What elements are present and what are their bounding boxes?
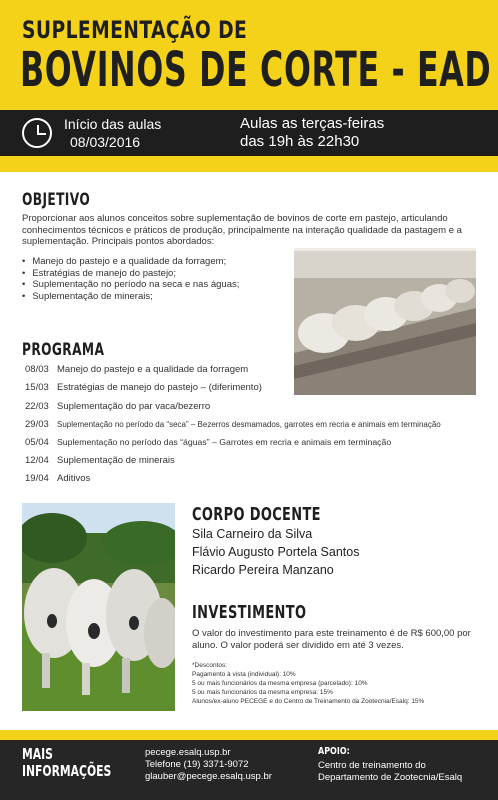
investimento-title: INVESTIMENTO [192,602,307,623]
discount-line: 5 ou mais funcionários da mesma empresa (parcelado): 10% [192,680,368,687]
discount-line: *Descontos: [192,662,228,669]
program-row: 22/03 Suplementação do par vaca/bezerro [25,401,211,412]
schedule-bar [0,110,498,156]
program-row: 19/04 Aditivos [25,473,91,484]
apoio-line-1: Centro de treinamento do [318,760,426,771]
footer [0,740,498,800]
docente-title: CORPO DOCENTE [192,504,321,525]
list-item: • Estratégias de manejo do pastejo; [22,268,287,280]
objetivo-list [22,256,287,302]
start-label: Início das aulas [64,116,162,132]
program-row: 12/04 Suplementação de minerais [25,455,175,466]
title-line-2: BOVINOS DE CORTE - EAD [20,42,492,98]
discount-line: Alunos/ex-aluno PECEGE e do Centro de Treinamento da Zootecnia/Esalq: 15% [192,698,425,705]
phone-text: Telefone (19) 3371-9072 [145,759,249,770]
start-date: 08/03/2016 [70,134,141,150]
more-info-label: MAIS INFORMAÇÕES [22,745,112,780]
program-row: 05/04 Suplementação no período das “águas” – Garrotes em recria e animais em terminação [25,437,392,448]
pasture-cattle-photo [22,503,175,711]
class-days: Aulas as terças-feiras [240,115,385,132]
teacher-name: Ricardo Pereira Manzano [192,563,334,577]
list-item: • Suplementação no período na seca e nas águas; [22,279,287,291]
list-item: • Suplementação de minerais; [22,291,287,303]
feedlot-cattle-photo [294,248,476,395]
program-row: 29/03 Suplementação no período da “seca” – Bezerros desmamados, garrotes em recria e animais em terminação [25,419,441,430]
objetivo-title: OBJETIVO [22,190,91,210]
clock-icon [22,118,52,148]
programa-title: PROGRAMA [22,340,105,360]
header-banner [0,0,498,110]
apoio-label: APOIO: [318,746,350,757]
teacher-name: Sila Carneiro da Silva [192,527,313,541]
discount-line: 5 ou mais funcionários da mesma empresa: 15% [192,689,333,696]
yellow-divider [0,156,498,172]
program-row: 08/03 Manejo do pastejo e a qualidade da forragem [25,364,249,375]
program-row: 15/03 Estratégias de manejo do pastejo – (diferimento) [25,382,262,393]
teacher-name: Flávio Augusto Portela Santos [192,545,360,559]
list-item: • Manejo do pastejo e a qualidade da forragem; [22,256,287,268]
class-hours: das 19h às 22h30 [240,133,360,150]
apoio-line-2: Departamento de Zootecnia/Esalq [318,772,463,783]
investimento-text: O valor do investimento para este treinamento é de R$ 600,00 por aluno. O valor poderá ser dividido em até 3 vezes. [192,628,471,651]
objetivo-text: Proporcionar aos alunos conceitos sobre suplementação de bovinos de corte em pastejo, articulando conhecimentos técnicos e práticos de produção, principalmente na interação qualidade da pastagem e a suplementação. Principais pontos abordados: [22,213,462,247]
discount-line: Pagamento à vista (individual): 10% [192,671,296,678]
email-link[interactable]: glauber@pecege.esalq.usp.br [145,771,272,782]
title-line-1: SUPLEMENTAÇÃO DE [22,16,248,44]
website-link[interactable]: pecege.esalq.usp.br [145,747,231,758]
footer-yellow-strip [0,730,498,740]
